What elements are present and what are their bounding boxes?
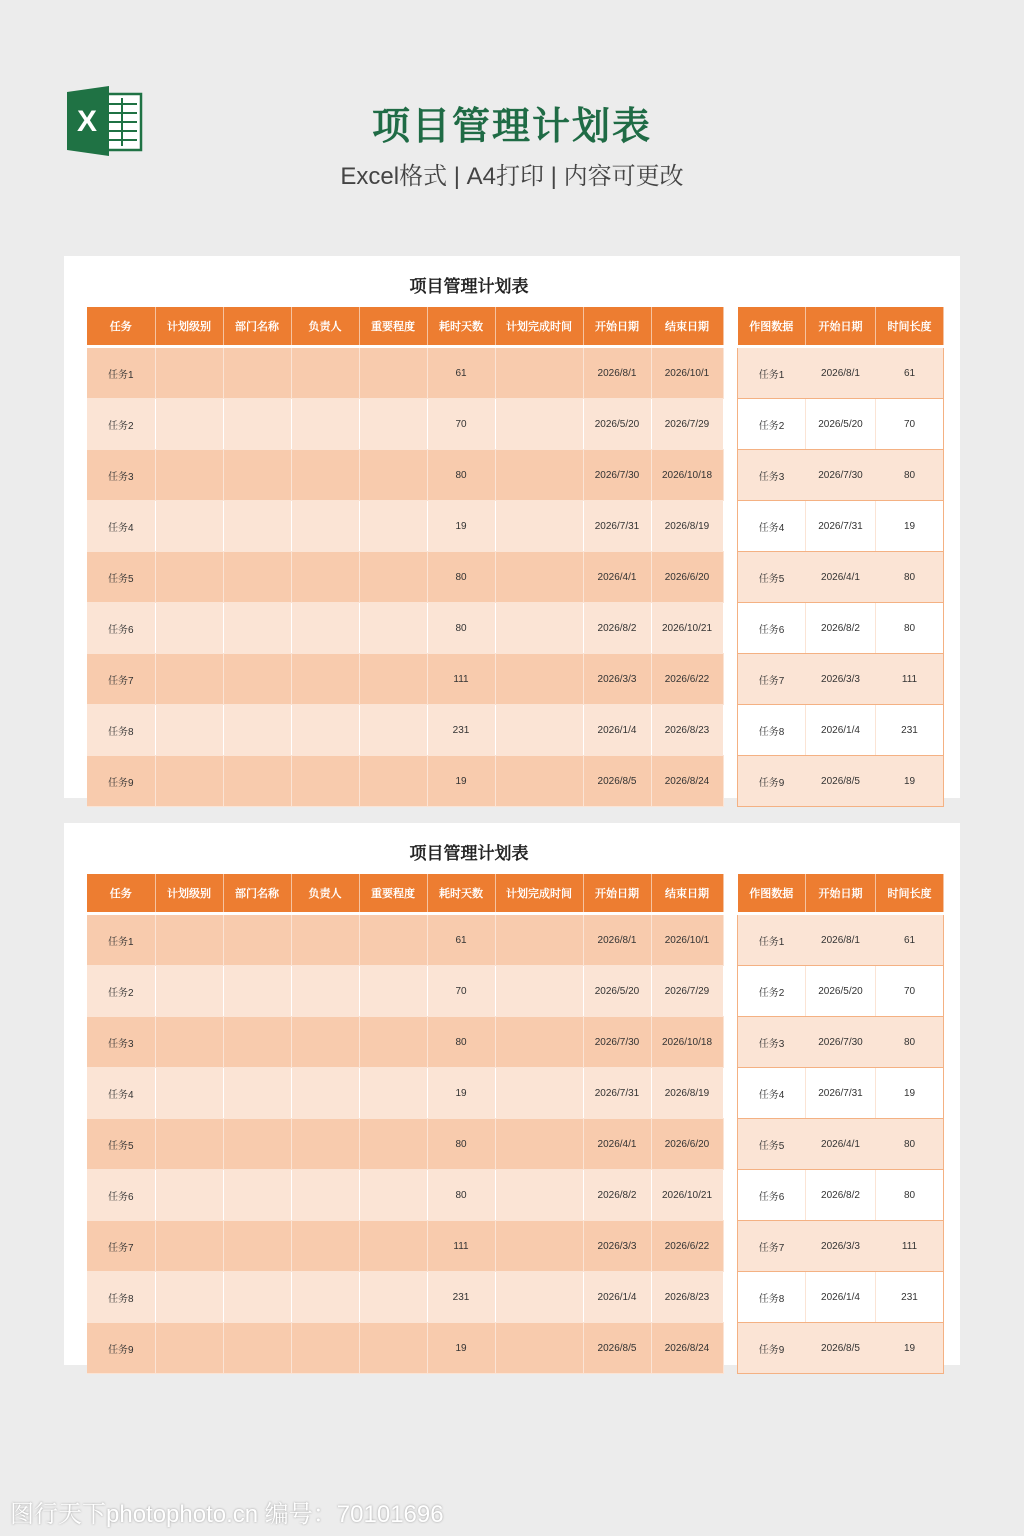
cell-start[interactable]: 2026/8/2 — [583, 603, 651, 654]
cell-owner[interactable] — [291, 450, 359, 501]
cell-level[interactable] — [155, 654, 223, 705]
cell-start[interactable]: 2026/3/3 — [583, 1221, 651, 1272]
cell-task[interactable]: 任务7 — [738, 654, 806, 705]
table-body — [87, 347, 723, 807]
table-row — [738, 1323, 944, 1374]
column-header: 开始日期 — [806, 307, 876, 347]
sheet-preview-2 — [64, 823, 960, 1365]
cell-planned[interactable] — [495, 603, 583, 654]
cell-dept[interactable] — [223, 1119, 291, 1170]
cell-days[interactable]: 80 — [427, 1170, 495, 1221]
cell-level[interactable] — [155, 1272, 223, 1323]
plan-table — [87, 874, 723, 1356]
cell-level[interactable] — [155, 399, 223, 450]
cell-task[interactable]: 任务8 — [87, 705, 155, 756]
cell-start[interactable]: 2026/3/3 — [583, 654, 651, 705]
cell-days[interactable]: 61 — [427, 914, 495, 966]
column-header: 任务 — [87, 874, 155, 914]
cell-dept[interactable] — [223, 705, 291, 756]
cell-dept[interactable] — [223, 501, 291, 552]
cell-start[interactable]: 2026/7/31 — [806, 501, 876, 552]
cell-start[interactable]: 2026/1/4 — [583, 1272, 651, 1323]
cell-planned[interactable] — [495, 705, 583, 756]
cell-dept[interactable] — [223, 347, 291, 399]
page-title: 项目管理计划表 — [371, 106, 652, 148]
column-header: 负责人 — [291, 874, 359, 914]
cell-planned[interactable] — [495, 1323, 583, 1374]
column-header: 部门名称 — [223, 874, 291, 914]
cell-start[interactable]: 2026/5/20 — [583, 966, 651, 1017]
table-row — [87, 1017, 723, 1068]
cell-owner[interactable] — [291, 347, 359, 399]
cell-start[interactable]: 2026/5/20 — [583, 399, 651, 450]
cell-dept[interactable] — [223, 603, 291, 654]
column-header: 计划级别 — [155, 874, 223, 914]
table-row — [738, 914, 944, 966]
cell-owner[interactable] — [291, 1272, 359, 1323]
cell-days[interactable]: 19 — [876, 501, 944, 552]
cell-dept[interactable] — [223, 399, 291, 450]
cell-planned[interactable] — [495, 347, 583, 399]
cell-dept[interactable] — [223, 1323, 291, 1374]
cell-task[interactable]: 任务7 — [738, 1221, 806, 1272]
cell-importance[interactable] — [359, 1323, 427, 1374]
cell-owner[interactable] — [291, 1119, 359, 1170]
cell-planned[interactable] — [495, 914, 583, 966]
cell-start[interactable]: 2026/8/2 — [806, 603, 876, 654]
cell-level[interactable] — [155, 756, 223, 807]
table-row — [738, 501, 944, 552]
cell-task[interactable]: 任务8 — [738, 1272, 806, 1323]
cell-importance[interactable] — [359, 552, 427, 603]
table-row — [87, 501, 723, 552]
cell-start[interactable]: 2026/8/1 — [806, 347, 876, 399]
cell-task[interactable]: 任务9 — [738, 756, 806, 807]
column-header: 结束日期 — [651, 874, 723, 914]
table-row — [87, 756, 723, 807]
cell-start[interactable]: 2026/8/5 — [806, 1323, 876, 1374]
cell-planned[interactable] — [495, 654, 583, 705]
cell-task[interactable]: 任务8 — [738, 705, 806, 756]
cell-start[interactable]: 2026/8/1 — [806, 914, 876, 966]
cell-days[interactable]: 80 — [876, 552, 944, 603]
cell-days[interactable]: 80 — [427, 1017, 495, 1068]
cell-end[interactable]: 2026/10/21 — [651, 1170, 723, 1221]
cell-days[interactable]: 231 — [876, 1272, 944, 1323]
cell-start[interactable]: 2026/7/30 — [583, 450, 651, 501]
cell-days[interactable]: 80 — [876, 450, 944, 501]
cell-task[interactable]: 任务8 — [87, 1272, 155, 1323]
cell-dept[interactable] — [223, 1017, 291, 1068]
cell-start[interactable]: 2026/7/31 — [806, 1068, 876, 1119]
cell-end[interactable]: 2026/8/19 — [651, 501, 723, 552]
cell-dept[interactable] — [223, 450, 291, 501]
cell-owner[interactable] — [291, 399, 359, 450]
cell-start[interactable]: 2026/5/20 — [806, 399, 876, 450]
cell-start[interactable]: 2026/1/4 — [806, 705, 876, 756]
cell-importance[interactable] — [359, 756, 427, 807]
cell-importance[interactable] — [359, 1221, 427, 1272]
cell-days[interactable]: 70 — [427, 966, 495, 1017]
cell-task[interactable]: 任务1 — [738, 347, 806, 399]
sheet-title: 项目管理计划表 — [409, 277, 529, 296]
table-row — [87, 1068, 723, 1119]
cell-task[interactable]: 任务1 — [738, 914, 806, 966]
column-header: 时间长度 — [876, 874, 944, 914]
cell-level[interactable] — [155, 1323, 223, 1374]
cell-task[interactable]: 任务1 — [87, 347, 155, 399]
cell-level[interactable] — [155, 1221, 223, 1272]
cell-days[interactable]: 80 — [876, 1170, 944, 1221]
cell-importance[interactable] — [359, 347, 427, 399]
cell-task[interactable]: 任务7 — [87, 654, 155, 705]
cell-importance[interactable] — [359, 1017, 427, 1068]
cell-days[interactable]: 70 — [427, 399, 495, 450]
column-header: 开始日期 — [583, 874, 651, 914]
cell-task[interactable]: 任务3 — [87, 450, 155, 501]
cell-dept[interactable] — [223, 966, 291, 1017]
table-row — [87, 1170, 723, 1221]
cell-planned[interactable] — [495, 1068, 583, 1119]
table-row — [738, 1221, 944, 1272]
cell-task[interactable]: 任务2 — [738, 399, 806, 450]
cell-dept[interactable] — [223, 654, 291, 705]
cell-planned[interactable] — [495, 552, 583, 603]
cell-task[interactable]: 任务2 — [87, 966, 155, 1017]
cell-dept[interactable] — [223, 1272, 291, 1323]
cell-end[interactable]: 2026/10/18 — [651, 450, 723, 501]
table-row — [738, 1272, 944, 1323]
cell-importance[interactable] — [359, 914, 427, 966]
side-table-body — [738, 347, 944, 807]
cell-planned[interactable] — [495, 1170, 583, 1221]
cell-start[interactable]: 2026/7/30 — [806, 1017, 876, 1068]
cell-end[interactable]: 2026/7/29 — [651, 966, 723, 1017]
table-row — [87, 603, 723, 654]
cell-dept[interactable] — [223, 1221, 291, 1272]
cell-days[interactable]: 19 — [876, 756, 944, 807]
cell-task[interactable]: 任务9 — [87, 1323, 155, 1374]
table-row — [738, 450, 944, 501]
cell-owner[interactable] — [291, 1323, 359, 1374]
cell-days[interactable]: 19 — [427, 501, 495, 552]
cell-days[interactable]: 111 — [427, 654, 495, 705]
column-header: 开始日期 — [583, 307, 651, 347]
table-row — [738, 705, 944, 756]
excel-logo-letter: X — [76, 105, 98, 138]
cell-end[interactable]: 2026/10/1 — [651, 914, 723, 966]
table-row — [87, 399, 723, 450]
cell-task[interactable]: 任务2 — [87, 399, 155, 450]
cell-owner[interactable] — [291, 914, 359, 966]
cell-task[interactable]: 任务6 — [87, 603, 155, 654]
cell-days[interactable]: 61 — [876, 347, 944, 399]
cell-importance[interactable] — [359, 705, 427, 756]
table-row — [738, 654, 944, 705]
table-row — [87, 654, 723, 705]
cell-dept[interactable] — [223, 756, 291, 807]
cell-days[interactable]: 61 — [876, 914, 944, 966]
column-header: 计划完成时间 — [495, 307, 583, 347]
cell-level[interactable] — [155, 914, 223, 966]
cell-task[interactable]: 任务3 — [738, 1017, 806, 1068]
cell-end[interactable]: 2026/10/18 — [651, 1017, 723, 1068]
cell-dept[interactable] — [223, 1068, 291, 1119]
cell-task[interactable]: 任务3 — [738, 450, 806, 501]
cell-start[interactable]: 2026/8/1 — [583, 914, 651, 966]
cell-task[interactable]: 任务3 — [87, 1017, 155, 1068]
cell-importance[interactable] — [359, 1068, 427, 1119]
column-header: 作图数据 — [738, 307, 806, 347]
cell-start[interactable]: 2026/8/5 — [806, 756, 876, 807]
cell-days[interactable]: 80 — [876, 1017, 944, 1068]
cell-days[interactable]: 231 — [427, 705, 495, 756]
sheet-title: 项目管理计划表 — [409, 844, 529, 863]
cell-start[interactable]: 2026/4/1 — [583, 1119, 651, 1170]
cell-owner[interactable] — [291, 654, 359, 705]
cell-owner[interactable] — [291, 1221, 359, 1272]
cell-end[interactable]: 2026/6/22 — [651, 1221, 723, 1272]
cell-end[interactable]: 2026/6/22 — [651, 654, 723, 705]
cell-importance[interactable] — [359, 399, 427, 450]
cell-days[interactable]: 70 — [876, 399, 944, 450]
cell-end[interactable]: 2026/10/21 — [651, 603, 723, 654]
cell-dept[interactable] — [223, 552, 291, 603]
cell-level[interactable] — [155, 450, 223, 501]
cell-start[interactable]: 2026/8/5 — [583, 1323, 651, 1374]
table-row — [87, 966, 723, 1017]
cell-level[interactable] — [155, 347, 223, 399]
cell-planned[interactable] — [495, 1221, 583, 1272]
column-header: 结束日期 — [651, 307, 723, 347]
cell-task[interactable]: 任务6 — [87, 1170, 155, 1221]
cell-start[interactable]: 2026/4/1 — [583, 552, 651, 603]
column-header: 计划完成时间 — [495, 874, 583, 914]
cell-importance[interactable] — [359, 501, 427, 552]
cell-end[interactable]: 2026/8/19 — [651, 1068, 723, 1119]
page-subtitle: Excel格式 | A4打印 | 内容可更改 — [340, 163, 684, 190]
cell-owner[interactable] — [291, 756, 359, 807]
side-header-row — [738, 307, 944, 347]
cell-owner[interactable] — [291, 1068, 359, 1119]
cell-task[interactable]: 任务9 — [87, 756, 155, 807]
cell-owner[interactable] — [291, 705, 359, 756]
table-row — [738, 1119, 944, 1170]
cell-start[interactable]: 2026/3/3 — [806, 1221, 876, 1272]
cell-task[interactable]: 任务4 — [738, 1068, 806, 1119]
cell-start[interactable]: 2026/5/20 — [806, 966, 876, 1017]
side-header-row — [738, 874, 944, 914]
table-row — [738, 756, 944, 807]
cell-level[interactable] — [155, 1119, 223, 1170]
watermark: 图行天下photophoto.cn 编号：70101696 — [10, 1501, 444, 1528]
cell-level[interactable] — [155, 603, 223, 654]
cell-start[interactable]: 2026/7/30 — [806, 450, 876, 501]
cell-days[interactable]: 111 — [876, 654, 944, 705]
cell-end[interactable]: 2026/10/1 — [651, 347, 723, 399]
cell-level[interactable] — [155, 1017, 223, 1068]
cell-days[interactable]: 19 — [427, 1323, 495, 1374]
cell-importance[interactable] — [359, 1119, 427, 1170]
cell-days[interactable]: 61 — [427, 347, 495, 399]
cell-level[interactable] — [155, 966, 223, 1017]
cell-owner[interactable] — [291, 1017, 359, 1068]
cell-level[interactable] — [155, 552, 223, 603]
column-header: 时间长度 — [876, 307, 944, 347]
cell-start[interactable]: 2026/8/5 — [583, 756, 651, 807]
table-header-row — [87, 874, 723, 914]
column-header: 开始日期 — [806, 874, 876, 914]
cell-start[interactable]: 2026/1/4 — [806, 1272, 876, 1323]
side-table-body — [738, 914, 944, 1374]
cell-start[interactable]: 2026/7/30 — [583, 1017, 651, 1068]
cell-level[interactable] — [155, 1170, 223, 1221]
table-row — [738, 347, 944, 399]
cell-planned[interactable] — [495, 450, 583, 501]
table-row — [738, 603, 944, 654]
cell-task[interactable]: 任务4 — [87, 501, 155, 552]
cell-task[interactable]: 任务1 — [87, 914, 155, 966]
cell-task[interactable]: 任务5 — [738, 552, 806, 603]
cell-days[interactable]: 19 — [427, 756, 495, 807]
cell-planned[interactable] — [495, 756, 583, 807]
table-row — [738, 399, 944, 450]
cell-days[interactable]: 19 — [427, 1068, 495, 1119]
cell-start[interactable]: 2026/8/1 — [583, 347, 651, 399]
cell-planned[interactable] — [495, 966, 583, 1017]
cell-dept[interactable] — [223, 1170, 291, 1221]
table-row — [87, 1272, 723, 1323]
cell-task[interactable]: 任务6 — [738, 603, 806, 654]
cell-end[interactable]: 2026/8/23 — [651, 1272, 723, 1323]
cell-end[interactable]: 2026/8/24 — [651, 756, 723, 807]
cell-task[interactable]: 任务5 — [87, 552, 155, 603]
cell-days[interactable]: 19 — [876, 1068, 944, 1119]
cell-days[interactable]: 80 — [427, 450, 495, 501]
cell-end[interactable]: 2026/8/24 — [651, 1323, 723, 1374]
column-header: 重要程度 — [359, 307, 427, 347]
column-header: 重要程度 — [359, 874, 427, 914]
cell-importance[interactable] — [359, 1272, 427, 1323]
cell-task[interactable]: 任务2 — [738, 966, 806, 1017]
table-row — [87, 1221, 723, 1272]
cell-importance[interactable] — [359, 654, 427, 705]
chart-data-table — [737, 307, 943, 789]
cell-days[interactable]: 19 — [876, 1323, 944, 1374]
cell-owner[interactable] — [291, 552, 359, 603]
cell-days[interactable]: 80 — [427, 603, 495, 654]
cell-planned[interactable] — [495, 1017, 583, 1068]
cell-owner[interactable] — [291, 1170, 359, 1221]
cell-importance[interactable] — [359, 1170, 427, 1221]
table-row — [738, 1068, 944, 1119]
table-row — [87, 914, 723, 966]
cell-start[interactable]: 2026/4/1 — [806, 1119, 876, 1170]
sheet-preview-1 — [64, 256, 960, 798]
table-row — [87, 347, 723, 399]
cell-start[interactable]: 2026/1/4 — [583, 705, 651, 756]
cell-days[interactable]: 80 — [427, 552, 495, 603]
table-body — [87, 914, 723, 1374]
cell-start[interactable]: 2026/3/3 — [806, 654, 876, 705]
table-row — [738, 1170, 944, 1221]
cell-days[interactable]: 80 — [876, 1119, 944, 1170]
chart-data-table — [737, 874, 943, 1356]
cell-level[interactable] — [155, 705, 223, 756]
cell-task[interactable]: 任务9 — [738, 1323, 806, 1374]
cell-start[interactable]: 2026/8/2 — [583, 1170, 651, 1221]
cell-task[interactable]: 任务4 — [738, 501, 806, 552]
cell-task[interactable]: 任务7 — [87, 1221, 155, 1272]
cell-start[interactable]: 2026/4/1 — [806, 552, 876, 603]
cell-task[interactable]: 任务6 — [738, 1170, 806, 1221]
cell-days[interactable]: 231 — [427, 1272, 495, 1323]
column-header: 部门名称 — [223, 307, 291, 347]
cell-days[interactable]: 111 — [876, 1221, 944, 1272]
column-header: 计划级别 — [155, 307, 223, 347]
cell-planned[interactable] — [495, 399, 583, 450]
cell-planned[interactable] — [495, 1119, 583, 1170]
table-row — [87, 1119, 723, 1170]
table-row — [87, 1323, 723, 1374]
cell-planned[interactable] — [495, 1272, 583, 1323]
table-header-row — [87, 307, 723, 347]
table-row — [87, 552, 723, 603]
cell-days[interactable]: 80 — [876, 603, 944, 654]
cell-end[interactable]: 2026/6/20 — [651, 552, 723, 603]
table-row — [738, 966, 944, 1017]
cell-end[interactable]: 2026/7/29 — [651, 399, 723, 450]
table-row — [738, 1017, 944, 1068]
column-header: 耗时天数 — [427, 874, 495, 914]
cell-task[interactable]: 任务4 — [87, 1068, 155, 1119]
cell-owner[interactable] — [291, 966, 359, 1017]
column-header: 作图数据 — [738, 874, 806, 914]
cell-days[interactable]: 70 — [876, 966, 944, 1017]
cell-days[interactable]: 80 — [427, 1119, 495, 1170]
table-row — [87, 705, 723, 756]
cell-start[interactable]: 2026/8/2 — [806, 1170, 876, 1221]
cell-owner[interactable] — [291, 603, 359, 654]
cell-end[interactable]: 2026/6/20 — [651, 1119, 723, 1170]
cell-importance[interactable] — [359, 966, 427, 1017]
cell-importance[interactable] — [359, 450, 427, 501]
cell-end[interactable]: 2026/8/23 — [651, 705, 723, 756]
cell-importance[interactable] — [359, 603, 427, 654]
column-header: 任务 — [87, 307, 155, 347]
cell-start[interactable]: 2026/7/31 — [583, 1068, 651, 1119]
cell-days[interactable]: 111 — [427, 1221, 495, 1272]
cell-planned[interactable] — [495, 501, 583, 552]
cell-level[interactable] — [155, 1068, 223, 1119]
cell-task[interactable]: 任务5 — [87, 1119, 155, 1170]
column-header: 耗时天数 — [427, 307, 495, 347]
cell-start[interactable]: 2026/7/31 — [583, 501, 651, 552]
cell-level[interactable] — [155, 501, 223, 552]
plan-table — [87, 307, 723, 789]
cell-dept[interactable] — [223, 914, 291, 966]
cell-days[interactable]: 231 — [876, 705, 944, 756]
table-row — [87, 450, 723, 501]
cell-owner[interactable] — [291, 501, 359, 552]
cell-task[interactable]: 任务5 — [738, 1119, 806, 1170]
column-header: 负责人 — [291, 307, 359, 347]
table-row — [738, 552, 944, 603]
